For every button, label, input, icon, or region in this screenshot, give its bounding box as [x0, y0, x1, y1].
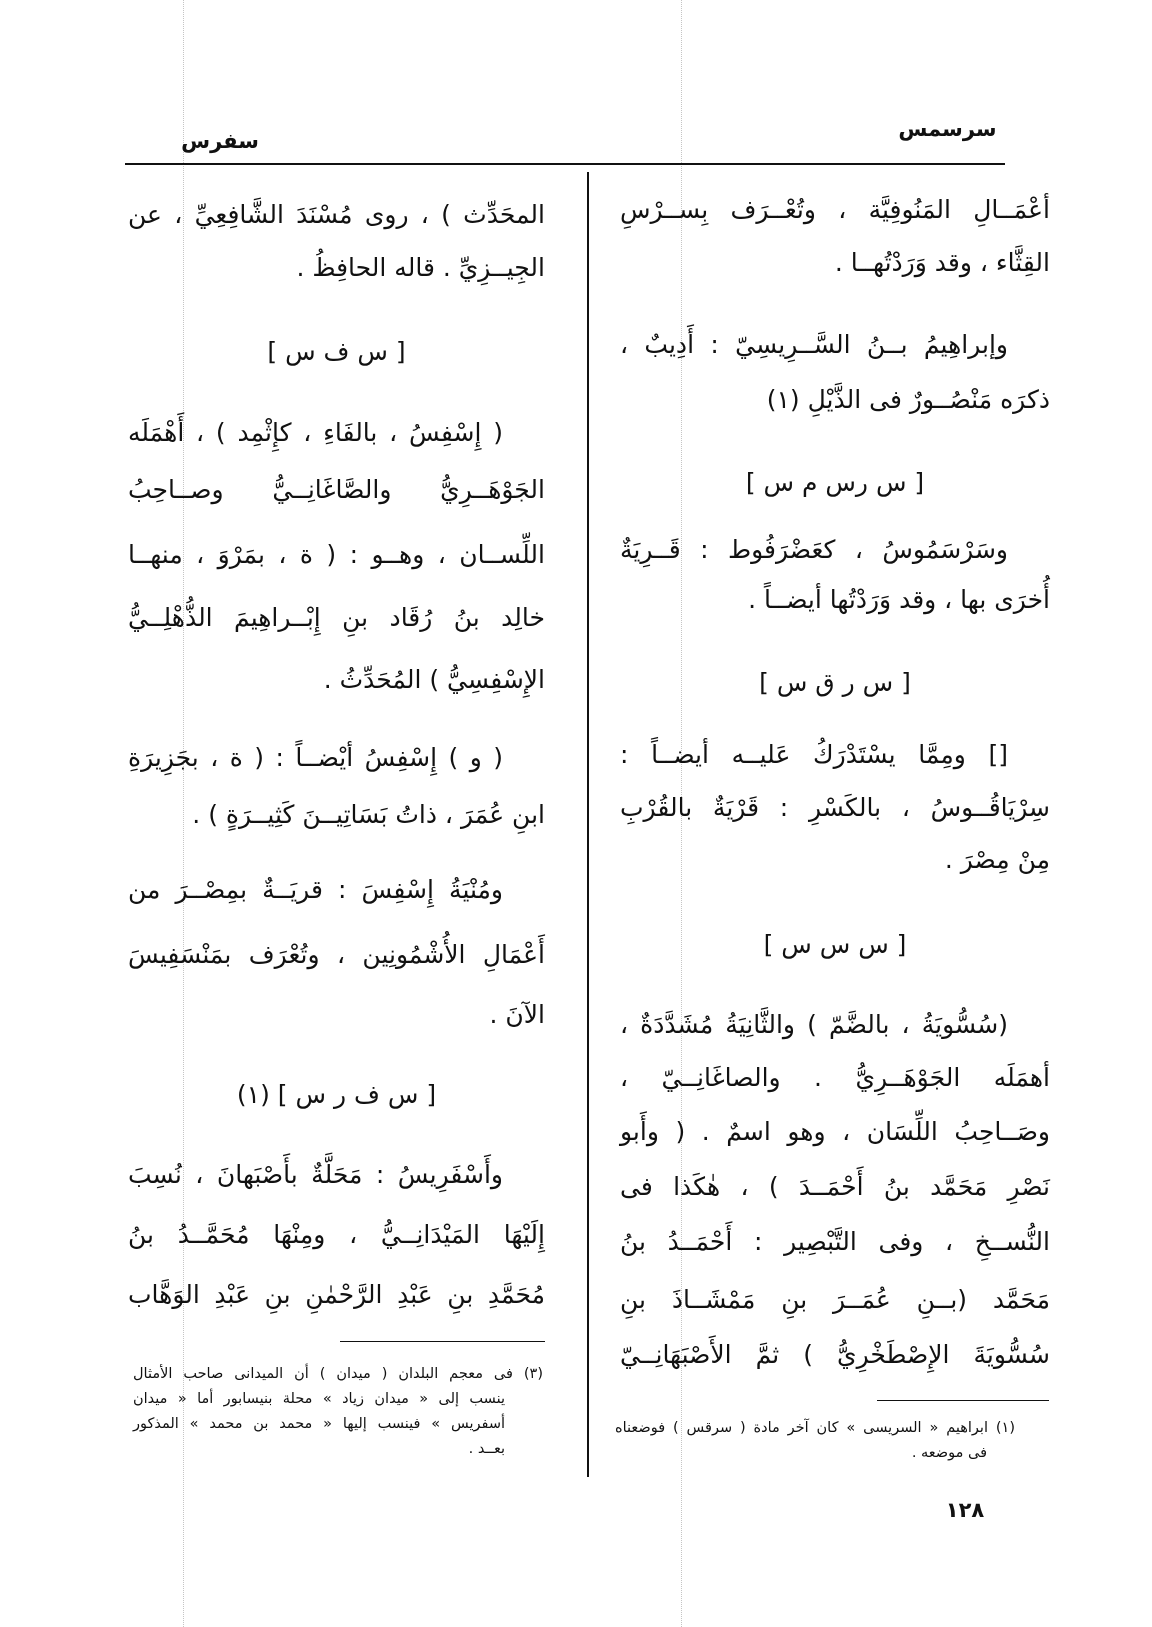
text-line: ابنِ عُمَرَ ، ذاتُ بَسَاتِيــنَ كَثِيــرَةٍ ) .	[192, 800, 545, 829]
text-line: أُخرَى بها ، وقد وَرَدْتُها أيضــاً .	[748, 585, 1050, 614]
footnote-line: (٣) فى معجم البلدان ( ميدان ) أن الميدانى صاحب الأمثال	[133, 1366, 543, 1382]
text-line: سُسُّويَةَ الإِصْطَخْرِيُّ ) ثمَّ الأَصْبَهَانِــيّ	[620, 1340, 1050, 1369]
footnote-line: فى موضعه .	[911, 1445, 987, 1461]
text-line: الجِيــزِيِّ . قاله الحافِظُ .	[296, 253, 545, 282]
text-line: النُّســخِ ، وفى التَّبْصِير : أَحْمَــدُ بنُ	[620, 1227, 1050, 1256]
text-line: نَصْرِ مَحَمَّد بنُ أَحْمَــدَ ) ، هٰكَذا فى	[620, 1172, 1050, 1201]
running-head-left: سفرس	[181, 129, 259, 153]
text-line: ( و ) إِسْفِسُ أيْضــاً : ( ة ، بجَزِيرَةِ	[128, 743, 503, 772]
text-line: مَحَمَّد (بــنِ عُمَــرَ بنِ مَمْشَــاذَ بنِ	[620, 1285, 1050, 1314]
text-line: أعْمَــالِ المَنُوفِيَّة ، وتُعْــرَف بِســرْسِ	[620, 195, 1050, 224]
text-line: وأَسْفَرِيسُ : مَحَلَّةٌ بأَصْبَهانَ ، نُسِبَ	[128, 1160, 503, 1189]
text-line: أَعْمَالِ الأُشْمُونِين ، وتُعْرَف بمَنْسَفِيسَ	[128, 940, 545, 969]
text-line: (سُسُّويَةُ ، بالضَّمّ ) والثَّانِيَةُ مُشَدَّدَةٌ ،	[620, 1010, 1008, 1039]
entry-heading: [ س س س ]	[763, 930, 907, 959]
column-divider	[587, 172, 589, 1477]
text-line: وصَــاحِبُ اللِّسَان ، وهو اسمٌ . ( وأَبو	[620, 1117, 1050, 1146]
text-line: المحَدِّث ) ، روى مُسْنَدَ الشَّافِعِيِّ ، عن	[128, 200, 545, 229]
text-line: أهمَلَه الجَوْهَــرِيُّ . والصاغَانِــيّ ،	[620, 1063, 1050, 1092]
text-line: الإِسْفِسِيُّ ) المُحَدِّثُ .	[323, 665, 545, 694]
footnote-rule	[877, 1400, 1049, 1401]
header-rule	[125, 163, 1005, 165]
entry-heading: [ س ف س ]	[267, 337, 406, 366]
text-line: مِنْ مِصْرَ .	[944, 845, 1050, 874]
text-line: إِلَيْهَا المَيْدَانِــيُّ ، ومِنْهَا مُحَمَّــدُ بنُ	[128, 1220, 545, 1249]
text-line: مُحَمَّدِ بنِ عَبْدِ الرَّحْمٰنِ بنِ عَبْدِ الوَهَّاب	[128, 1280, 545, 1309]
text-line: [] ومِمَّا يسْتَدْرَكُ عَليــه أيضــاً :	[620, 740, 1008, 769]
text-line: خالِد بنُ رُقَاد بنِ إِبْــراهِيمَ الذُّهْلِــيُّ	[128, 603, 545, 632]
page-number: ١٢٨	[945, 1498, 985, 1522]
text-line: اللِّســان ، وهــو : ( ة ، بمَرْوَ ، منهــا	[128, 540, 545, 569]
text-line: سِرْيَاقُــوسُ ، بالكَسْرِ : قَرْيَةٌ بالقُرْبِ	[620, 793, 1050, 822]
text-line: القِثَّاء ، وقد وَرَدْتُهــا .	[834, 248, 1050, 277]
running-head-right: سرسمس	[898, 117, 997, 141]
text-line: وسَرْسَمُوسُ ، كعَضْرَفُوط : قَــرِيَةٌ	[620, 535, 1008, 564]
footnote-line: (١) ابراهيم « السريسى » كان آخر مادة ( سرقس ) فوضعناه	[615, 1420, 1015, 1436]
text-line: ( إِسْفِسُ ، بالفَاءِ ، كإِثْمِد ) ، أَهْمَلَه	[128, 418, 503, 447]
text-line: الآنَ .	[489, 1000, 545, 1029]
entry-heading: [ س ف ر س ] (١)	[236, 1080, 437, 1109]
text-line: ومُنْيَةُ إِسْفِسَ : قريَــةٌ بمِصْــرَ من	[128, 875, 503, 904]
text-line: وإبراهِيمُ بــنُ السَّــرِيسِيّ : أَدِيبٌ ،	[620, 330, 1008, 359]
entry-heading: [ س ر ق س ]	[759, 668, 911, 697]
footnote-line: ينسب إلى « ميدان زياد » محلة بنيسابور أما « ميدان	[133, 1391, 505, 1407]
footnote-line: أسفريس » فينسب إليها « محمد بن محمد » المذكور	[133, 1416, 505, 1432]
footnote-line: بعــد .	[468, 1441, 505, 1457]
text-line: ذكرَه مَنْصُــورٌ فى الذَّيْلِ (١)	[766, 385, 1050, 414]
entry-heading: [ س رس م س ]	[745, 468, 925, 497]
text-line: الجَوْهَــرِيُّ والصَّاغَانِــيُّ وصــاحِبُ	[128, 475, 545, 504]
footnote-rule	[340, 1341, 545, 1342]
